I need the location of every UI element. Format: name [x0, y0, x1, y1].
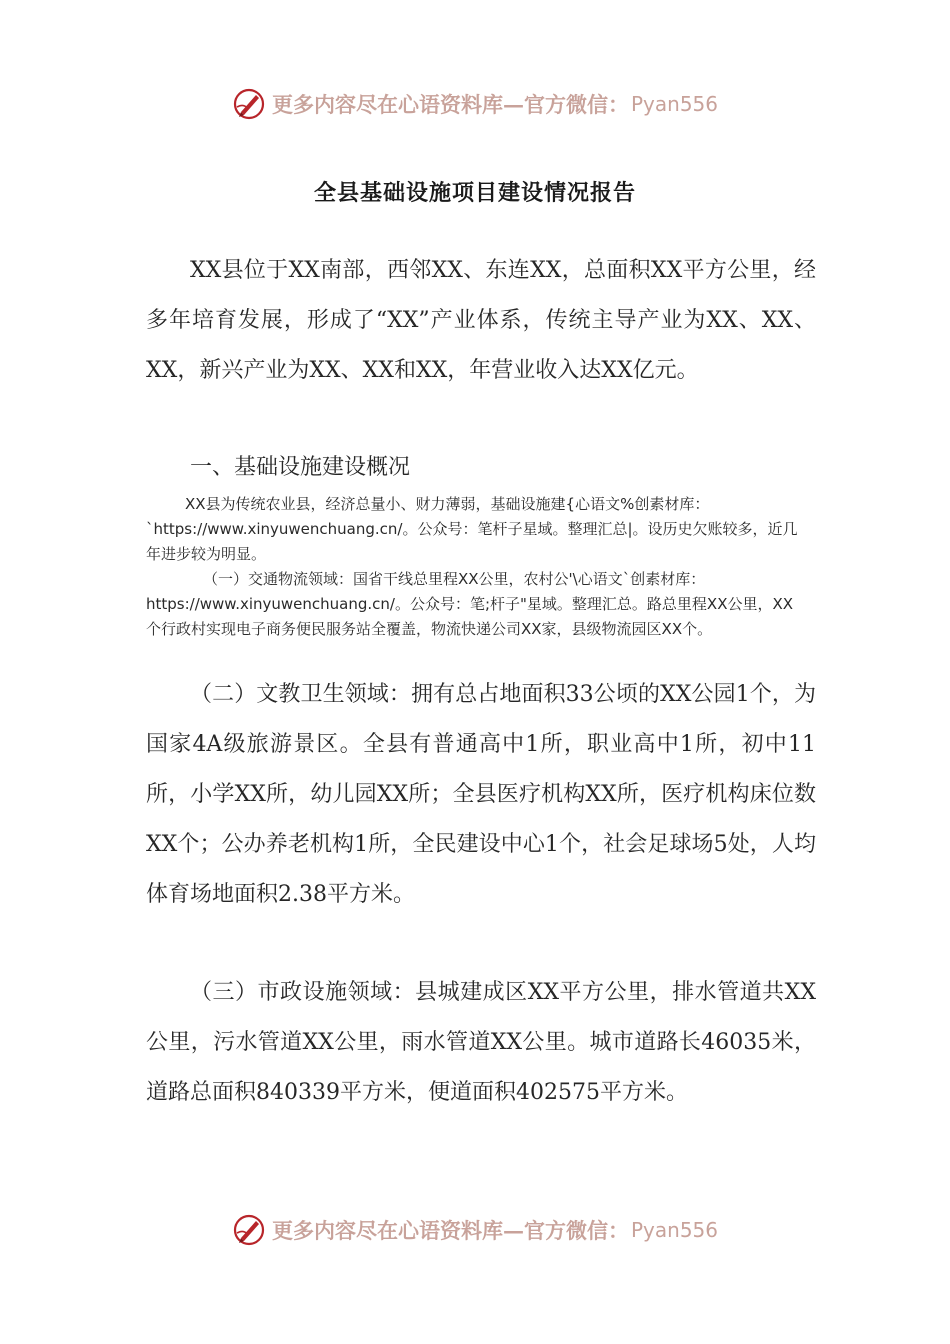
header-banner [0, 84, 950, 124]
footer-banner [0, 1210, 950, 1250]
municipal-paragraph: （三）市政设施领域：县城建成区XX平方公里，排水管道共XX公里，污水管道XX公里，雨水管道XX公里。城市道路长46035米，道路总面积840339平方米，便道面积402575平方米。 [146, 980, 816, 1105]
banner-text: 更多内容尽在心语资料库—官方微信： [271, 92, 629, 117]
intro-paragraph: XX县位于XX南部，西邻XX、东连XX，总面积XX平方公里，经多年培育发展，形成了“XX”产业体系，传统主导产业为XX、XX、XX，新兴产业为XX、XX和XX，年营业收入达XX亿元。 [146, 258, 816, 383]
overview-paragraph: XX县为传统农业县，经济总量小、财力薄弱，基础设施建{心语文%创素材库：`https://www.xinyuwenchuang.cn/。公众号：笔杆子星域。整理汇总|。设历史欠账较多，近几年进步较为明显。 [146, 495, 798, 563]
culture-education-health-paragraph: （二）文教卫生领域：拥有总占地面积33公顷的XX公园1个，为国家4A级旅游景区。全县有普通高中1所，职业高中1所，初中11所，小学XX所，幼儿园XX所；全县医疗机构XX所，医疗机构床位数XX个；公办养老机构1所，全民建设中心1个，社会足球场5处，人均体育场地面积2.38平方米。 [146, 682, 816, 907]
banner-text: 更多内容尽在心语资料库—官方微信： [271, 1218, 629, 1243]
pen-logo-icon [232, 1213, 266, 1247]
transport-paragraph: （一）交通物流领域：国省干线总里程XX公里，农村公'\心语文`创素材库：https://www.xinyuwenchuang.cn/。公众号：笔;杆子"星域。整理汇总。路总里程XX公里，XX个行政村实现电子商务便民服务站全覆盖，物流快递公司XX家，县级物流园区XX个。 [146, 570, 794, 638]
document-title: 全县基础设施项目建设情况报告 [313, 181, 636, 206]
banner-wechat-id: Pyan556 [630, 1218, 718, 1242]
banner-wechat-id: Pyan556 [630, 92, 718, 116]
section-heading: 一、基础设施建设概况 [190, 455, 411, 480]
pen-logo-icon [232, 87, 266, 121]
